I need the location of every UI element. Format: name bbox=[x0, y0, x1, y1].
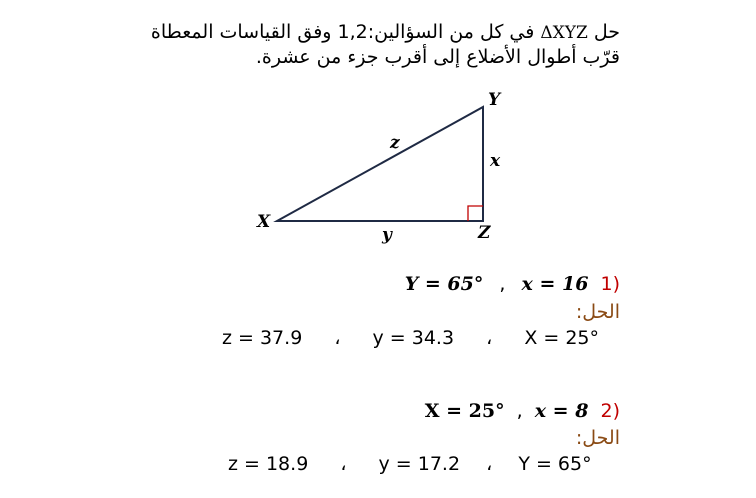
vertex-z-label: Z bbox=[478, 223, 491, 243]
problem-1-solution-label: الحل: bbox=[575, 301, 620, 323]
right-angle-mark bbox=[468, 206, 483, 221]
problem-2-given: X = 25° , x = 8 2) bbox=[424, 400, 620, 422]
problem-1-given-side: x = 16 bbox=[521, 273, 589, 295]
instruction-prefix: حل bbox=[593, 21, 620, 43]
side-z-label: z bbox=[390, 133, 400, 153]
side-y-label: y bbox=[382, 225, 392, 245]
problem-1-number: 1) bbox=[600, 273, 620, 295]
triangle-shape bbox=[277, 107, 483, 221]
side-x-label: x bbox=[490, 151, 501, 171]
problem-2-number: 2) bbox=[600, 400, 620, 422]
problem-2-answer-y: y = 17.2 bbox=[378, 453, 461, 475]
vertex-x-label: X bbox=[257, 212, 271, 232]
problem-1-given-angle: Y = 65° bbox=[404, 273, 484, 295]
problem-2-answer-angle: Y = 65° bbox=[518, 453, 592, 475]
triangle-diagram bbox=[240, 85, 520, 245]
problem-1-answer-y: y = 34.3 bbox=[372, 327, 455, 349]
vertex-y-label: Y bbox=[488, 90, 501, 110]
problem-1-given: Y = 65° , x = 16 1) bbox=[404, 273, 620, 295]
problem-2-given-side: x = 8 bbox=[534, 400, 589, 422]
problem-2-solution-label: الحل: bbox=[575, 427, 620, 449]
problem-2-given-angle: X = 25° bbox=[424, 400, 505, 422]
instruction-line-2: قرّب أطوال الأضلاع إلى أقرب جزء من عشرة. bbox=[255, 46, 620, 68]
instruction-rest: في كل من السؤالين:1,2 وفق القياسات المعطاة bbox=[150, 21, 535, 43]
problem-2-answers: z = 18.9 ، y = 17.2 ، Y = 65° bbox=[228, 453, 592, 475]
triangle-label: ΔXYZ bbox=[540, 23, 588, 43]
problem-2-answer-z: z = 18.9 bbox=[228, 453, 309, 475]
problem-1-answer-angle: X = 25° bbox=[524, 327, 600, 349]
problem-1-answers: z = 37.9 ، y = 34.3 ، X = 25° bbox=[222, 327, 600, 349]
problem-1-answer-z: z = 37.9 bbox=[222, 327, 303, 349]
instruction-line-1 bbox=[151, 20, 620, 45]
